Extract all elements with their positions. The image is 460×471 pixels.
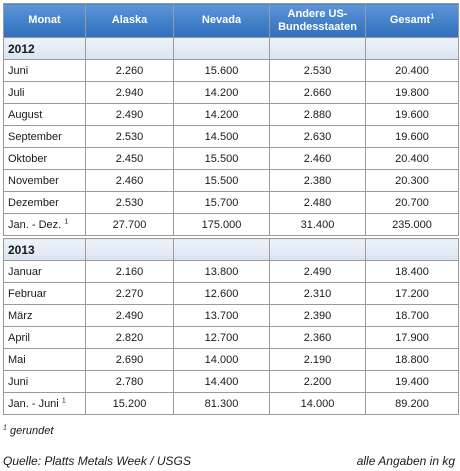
header-gesamt-label: Gesamt — [389, 14, 431, 26]
andere-cell: 2.480 — [270, 192, 366, 214]
gesamt-cell: 19.800 — [366, 82, 459, 104]
gesamt-cell: 19.400 — [366, 371, 459, 393]
andere-cell: 2.530 — [270, 60, 366, 82]
andere-cell: 2.460 — [270, 148, 366, 170]
month-label: Dezember — [8, 196, 59, 209]
section-year: 2012 — [4, 38, 86, 60]
andere-cell: 2.880 — [270, 104, 366, 126]
nevada-cell: 13.800 — [174, 261, 270, 283]
gesamt-cell: 20.400 — [366, 60, 459, 82]
month-cell — [4, 327, 86, 349]
nevada-cell: 15.500 — [174, 148, 270, 170]
nevada-cell: 14.000 — [174, 349, 270, 371]
month-label: Jan. - Dez. — [8, 218, 62, 231]
nevada-cell: 14.400 — [174, 371, 270, 393]
alaska-cell: 15.200 — [86, 393, 174, 415]
silver-production-table — [3, 3, 459, 415]
month-cell — [4, 349, 86, 371]
section-empty-cell — [86, 239, 174, 261]
section-empty-cell — [270, 239, 366, 261]
section-empty-cell — [174, 38, 270, 60]
alaska-cell: 2.160 — [86, 261, 174, 283]
alaska-cell: 2.690 — [86, 349, 174, 371]
header-andere: Andere US-Bundesstaaten — [270, 4, 366, 38]
month-label: November — [8, 174, 59, 187]
month-cell — [4, 126, 86, 148]
gesamt-cell: 18.800 — [366, 349, 459, 371]
units-note: alle Angaben in kg — [356, 454, 455, 468]
section-empty-cell — [270, 38, 366, 60]
month-label: Juni — [8, 375, 29, 388]
section-year: 2013 — [4, 239, 86, 261]
alaska-cell: 2.780 — [86, 371, 174, 393]
alaska-cell: 2.260 — [86, 60, 174, 82]
nevada-cell: 14.500 — [174, 126, 270, 148]
alaska-cell: 2.270 — [86, 283, 174, 305]
alaska-cell: 2.450 — [86, 148, 174, 170]
month-cell — [4, 170, 86, 192]
alaska-cell: 2.490 — [86, 104, 174, 126]
month-footnote-sup: 1 — [64, 217, 69, 225]
gesamt-cell: 18.700 — [366, 305, 459, 327]
month-cell — [4, 192, 86, 214]
month-label: Mai — [8, 353, 26, 366]
andere-cell: 2.190 — [270, 349, 366, 371]
gesamt-cell: 19.600 — [366, 104, 459, 126]
nevada-cell: 15.500 — [174, 170, 270, 192]
gesamt-cell: 18.400 — [366, 261, 459, 283]
andere-cell: 2.490 — [270, 261, 366, 283]
alaska-cell: 27.700 — [86, 214, 174, 236]
month-label: Jan. - Juni — [8, 397, 59, 410]
table-row — [4, 214, 459, 236]
table-row — [4, 327, 459, 349]
gesamt-cell: 20.300 — [366, 170, 459, 192]
source-note: Quelle: Platts Metals Week / USGS — [3, 454, 191, 468]
nevada-cell: 14.200 — [174, 82, 270, 104]
andere-cell: 2.630 — [270, 126, 366, 148]
andere-cell: 14.000 — [270, 393, 366, 415]
alaska-cell: 2.490 — [86, 305, 174, 327]
alaska-cell: 2.530 — [86, 192, 174, 214]
header-nevada: Nevada — [174, 4, 270, 38]
footnote-text: gerundet — [9, 425, 54, 437]
table-row — [4, 60, 459, 82]
header-row — [4, 4, 459, 38]
table-row — [4, 148, 459, 170]
footnote — [3, 425, 53, 437]
month-cell — [4, 305, 86, 327]
month-label: Januar — [8, 265, 42, 278]
gesamt-cell: 235.000 — [366, 214, 459, 236]
nevada-cell: 14.200 — [174, 104, 270, 126]
nevada-cell: 15.600 — [174, 60, 270, 82]
table-row — [4, 170, 459, 192]
section-header-row — [4, 38, 459, 60]
andere-cell: 2.390 — [270, 305, 366, 327]
table-row — [4, 82, 459, 104]
andere-cell: 2.360 — [270, 327, 366, 349]
month-footnote-sup: 1 — [61, 396, 66, 404]
andere-cell: 2.200 — [270, 371, 366, 393]
alaska-cell: 2.530 — [86, 126, 174, 148]
table-row — [4, 349, 459, 371]
section-empty-cell — [366, 38, 459, 60]
section-empty-cell — [366, 239, 459, 261]
nevada-cell: 81.300 — [174, 393, 270, 415]
header-gesamt-sup: 1 — [430, 13, 435, 21]
month-label: März — [8, 309, 33, 322]
table-row — [4, 283, 459, 305]
gesamt-cell: 20.400 — [366, 148, 459, 170]
andere-cell: 2.380 — [270, 170, 366, 192]
month-label: April — [8, 331, 31, 344]
table-row — [4, 104, 459, 126]
month-label: Juli — [8, 86, 25, 99]
table-row — [4, 261, 459, 283]
gesamt-cell: 17.200 — [366, 283, 459, 305]
section-header-row — [4, 239, 459, 261]
andere-cell: 2.660 — [270, 82, 366, 104]
month-cell — [4, 148, 86, 170]
section-empty-cell — [174, 239, 270, 261]
gesamt-cell: 19.600 — [366, 126, 459, 148]
section-empty-cell — [86, 38, 174, 60]
table-row — [4, 192, 459, 214]
header-monat: Monat — [4, 4, 86, 38]
alaska-cell: 2.940 — [86, 82, 174, 104]
month-label: August — [8, 108, 43, 121]
month-cell — [4, 214, 86, 236]
nevada-cell: 13.700 — [174, 305, 270, 327]
table-row — [4, 305, 459, 327]
month-cell — [4, 60, 86, 82]
alaska-cell: 2.460 — [86, 170, 174, 192]
gesamt-cell: 20.700 — [366, 192, 459, 214]
nevada-cell: 12.700 — [174, 327, 270, 349]
month-cell — [4, 393, 86, 415]
andere-cell: 31.400 — [270, 214, 366, 236]
month-cell — [4, 261, 86, 283]
header-gesamt — [366, 4, 459, 38]
footnote-sup: 1 — [3, 424, 7, 432]
table-row — [4, 126, 459, 148]
table-body — [4, 38, 459, 415]
month-label: Februar — [8, 287, 47, 300]
month-cell — [4, 82, 86, 104]
table-row — [4, 393, 459, 415]
month-cell — [4, 104, 86, 126]
month-cell — [4, 371, 86, 393]
andere-cell: 2.310 — [270, 283, 366, 305]
header-alaska: Alaska — [86, 4, 174, 38]
month-cell — [4, 283, 86, 305]
nevada-cell: 175.000 — [174, 214, 270, 236]
nevada-cell: 12.600 — [174, 283, 270, 305]
nevada-cell: 15.700 — [174, 192, 270, 214]
alaska-cell: 2.820 — [86, 327, 174, 349]
month-label: Oktober — [8, 152, 48, 165]
table-row — [4, 371, 459, 393]
month-label: September — [8, 130, 62, 143]
gesamt-cell: 17.900 — [366, 327, 459, 349]
month-label: Juni — [8, 64, 29, 77]
gesamt-cell: 89.200 — [366, 393, 459, 415]
